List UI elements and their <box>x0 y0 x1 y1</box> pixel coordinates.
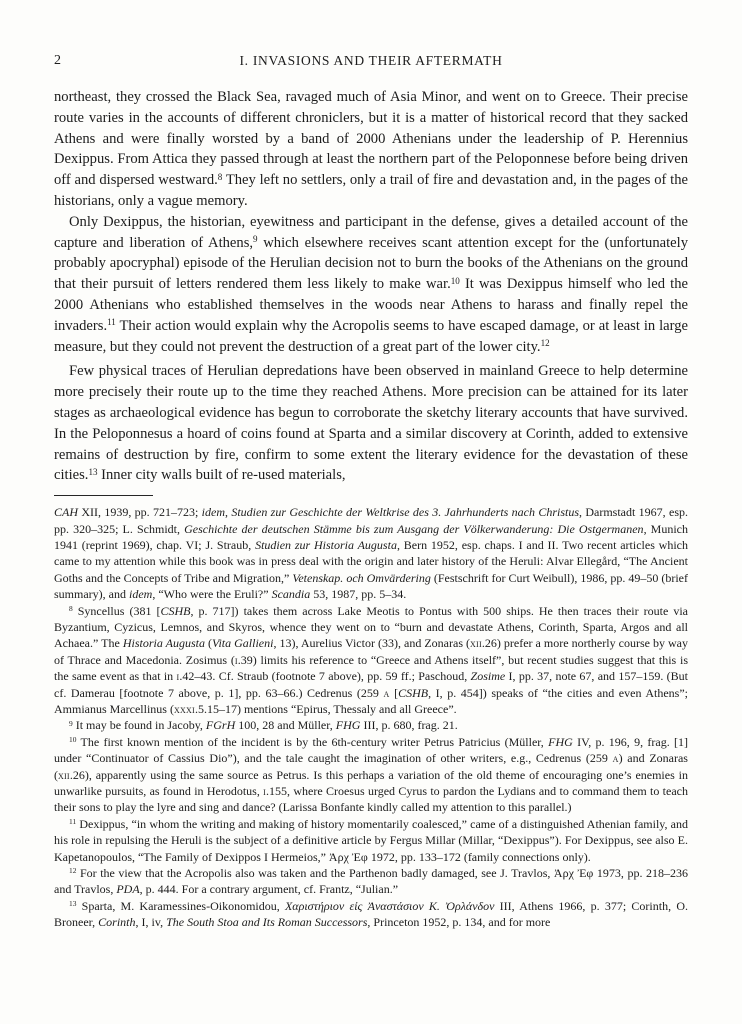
body-paragraph: Only Dexippus, the historian, eyewitness and participant in the defense, gives a detailed account of the capture and liberation of Athens,$^9$ which elsewhere receives scant attention except for the (unfortunately probably apocryphal) episode of the Herulian decision not to burn the books of the Athenians on the ground that their pursuit of letters rendered them less likely to make war.$^{10}$ It was Dexippus himself who led the 2000 Athenians who established themselves in the woods near Athens to harass and finally repel the invaders.$^{11}$ Their action would explain why the Acropolis seems to have escaped damage, or at least in large measure, but they could not prevent the destruction of a great part of the lower city.$^{12}$ <box>54 213 688 355</box>
page-number: 2 <box>54 53 61 68</box>
body-text <box>54 87 688 486</box>
footnote-9: $^9$ It may be found in Jacoby, FGrH 100, 28 and Müller, FHG III, p. 680, frag. 21. <box>69 718 458 733</box>
footnote-section <box>54 504 688 931</box>
footnote-13: $^{13}$ Sparta, M. Karamessines-Oikonomidou, Χαριστήριον εἰς Ἀναστάσιον Κ. Ὀρλάνδον III, Athens 1966, p. 377; Corinth, O. Broneer, Corinth, I, iv, The South Stoa and Its Roman Successors, Princeton 1952, p. 134, and for more <box>54 898 688 930</box>
footnote-11: $^{11}$ Dexippus, “in whom the writing and making of history momentarily coalesced,” came of a distinguished Athenian family, and his role in repulsing the Heruli is the subject of a definitive article by Fergus Millar (Millar, “Dexippus”). For Dexippus, see also E. Kapetanopoulos, “The Family of Dexippos I Hermeios,” Ἀρχ Ἐφ 1972, pp. 133–172 (family connections only). <box>54 816 688 864</box>
footnote-7-continuation: CAH XII, 1939, pp. 721–723; idem, Studien zur Geschichte der Weltkrise des 3. Jahrhunderts nach Christus, Darmstadt 1967, esp. pp. 320–325; L. Schmidt, Geschichte der deutschen Stämme bis zum Ausgang der Völkerwanderung: Die Ostgermanen, Munich 1941 (reprint 1969), chap. VI; J. Straub, Studien zur Historia Augusta, Bern 1952, esp. chaps. I and II. Two recent articles which came to my attention while this book was in press deal with the origin and later history of the Heruli: Alvar Ellegård, “The Ancient Goths and the Concepts of Tribe and Migration,” Vetenskap. och Omvärdering (Festschrift for Curt Weibull), 1986, pp. 49–50 (brief summary), and idem, “Who were the Eruli?” Scandia 53, 1987, pp. 5–34. <box>54 505 689 602</box>
footnote-separator-rule <box>54 495 153 496</box>
footnote-12: $^{12}$ For the view that the Acropolis also was taken and the Parthenon badly damaged, see J. Travlos, Ἀρχ Ἐφ 1973, pp. 218–236 and Travlos, PDA, p. 444. For a contrary argument, cf. Frantz, “Julian.” <box>54 866 688 897</box>
footnote-8: $^8$ Syncellus (381 [CSHB, p. 717]) takes them across Lake Meotis to Pontus with 500 ships. He then traces their route via Byzantium, Cyzicus, Lemnos, and Skyros, whence they went on to “burn and devastate Athens, Corinth, Sparta, Argos and all Achaea.” The Historia Augusta (Vita Gallieni, 13), Aurelius Victor (33), and Zonaras (xii.26) prefer a more northerly course by way of Thrace and Macedonia. Zosimus (i.39) limits his reference to “Greece and Athens itself”, but recent studies suggest that this is the same event as that in i.42–43. Cf. Straub (footnote 7 above), pp. 59 ff.; Paschoud, Zosime I, pp. 37, note 67, and 157–159. (But cf. Damerau [footnote 7 above, p. 1], pp. 63–66.) Cedrenus (259 a [CSHB, I, p. 454]) speaks of “the cities and even Athens”; Ammianus Marcellinus (xxxi.5.15–17) mentions “Epirus, Thessaly and all Greece”. <box>54 603 689 717</box>
page-header <box>54 52 688 69</box>
body-paragraph: northeast, they crossed the Black Sea, ravaged much of Asia Minor, and went on to Greece. Their precise route varies in the accounts of different chroniclers, but it is a matter of historical record that they sacked Athens and were finally worsted by a band of 2000 Athenians under the leadership of P. Herennius Dexippus. From Attica they passed through at least the northern part of the Peloponnese before being driven off and dispersed westward.$^8$ They left no settlers, only a trail of fire and devastation and, in the pages of the historians, only a vague memory. <box>54 89 688 209</box>
running-head: I. INVASIONS AND THEIR AFTERMATH <box>239 53 503 68</box>
body-paragraph: Few physical traces of Herulian depredations have been observed in mainland Greece to help determine more precisely their route up to the time they reached Athens. More precision can be attained for its later stages as archaeological evidence has begun to corroborate the sketchy literary accounts that have survived. In the Peloponnesus a hoard of coins found at Sparta and a similar discovery at Corinth, added to extensive remains of destruction by fire, confirm to some extent the literary evidence for the devastation of these cities.$^{13}$ Inner city walls built of re-used materials, <box>54 363 688 484</box>
footnote-10: $^{10}$ The first known mention of the incident is by the 6th-century writer Petrus Patricius (Müller, FHG IV, p. 196, 9, frag. [1] under “Continuator of Cassius Dio”), and the tale caught the imagination of other writers, e.g., Cedrenus (259 a) and Zonaras (xii.26), apparently using the same source as Petrus. Is this perhaps a variation of the old theme of encouraging one’s enemies in unwarlike pursuits, as found in Herodotus, i.155, where Croesus urged Cyrus to pardon the Lydians and to command them to teach their sons to play the lyre and sing and dance? (Larissa Bonfante kindly called my attention to this parallel.) <box>54 734 689 815</box>
